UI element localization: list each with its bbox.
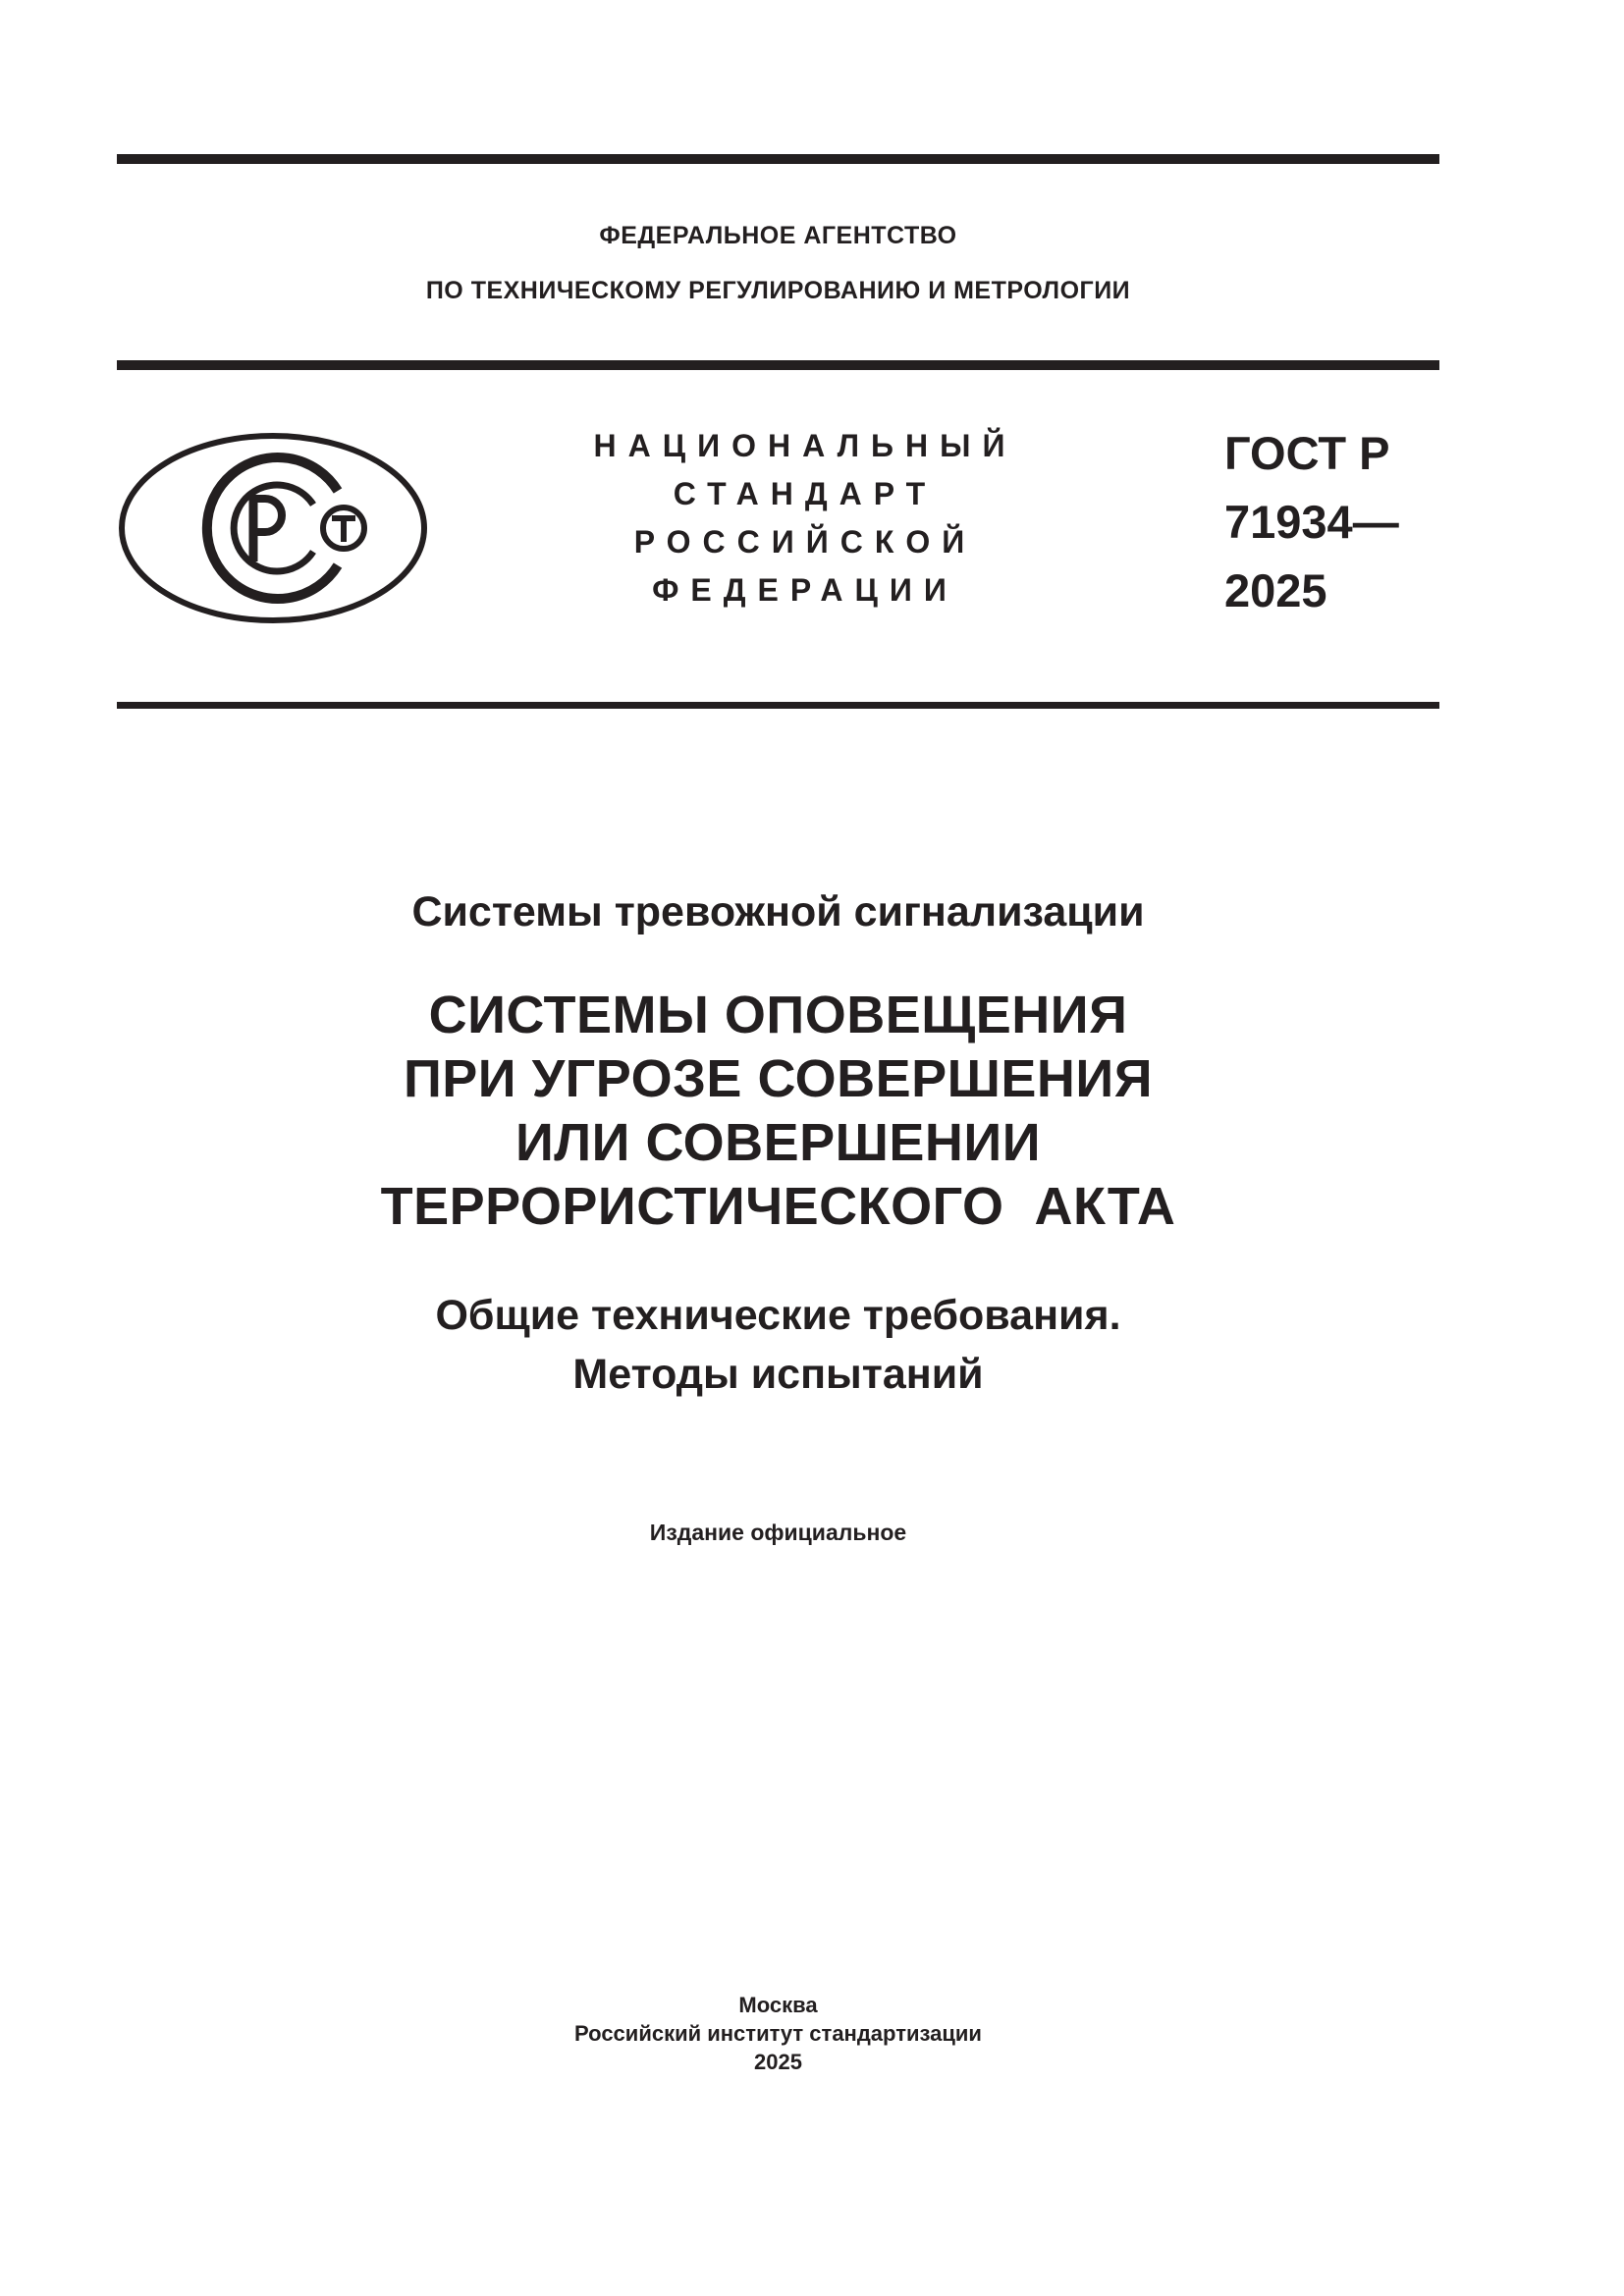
designation-year: 2025 xyxy=(1224,564,1327,616)
national-standard-line-2: СТАНДАРТ xyxy=(673,476,938,511)
rst-certification-mark-icon xyxy=(116,430,430,626)
main-title-line-1: СИСТЕМЫ ОПОВЕЩЕНИЯ xyxy=(428,986,1128,1044)
series-title: Системы тревожной сигнализации xyxy=(411,888,1145,935)
national-standard-line-1: НАЦИОНАЛЬНЫЙ xyxy=(593,428,1017,463)
imprint-year: 2025 xyxy=(754,2050,802,2074)
national-standard-label xyxy=(574,422,1036,614)
middle-rule xyxy=(117,360,1439,370)
imprint xyxy=(117,1991,1439,2076)
main-title-line-3: ИЛИ СОВЕРШЕНИИ xyxy=(514,1113,1042,1172)
subtitle-line-1: Общие технические требования. xyxy=(435,1292,1121,1339)
standard-designation xyxy=(1224,419,1399,625)
agency-name-line-2: ПО ТЕХНИЧЕСКОМУ РЕГУЛИРОВАНИЮ И МЕТРОЛОГИИ xyxy=(425,277,1131,304)
imprint-publisher: Российский институт стандартизации xyxy=(574,2021,982,2046)
subtitle-line-2: Методы испытаний xyxy=(572,1351,984,1398)
edition-label: Издание официальное xyxy=(649,1520,907,1545)
designation-number: 71934— xyxy=(1224,496,1399,548)
subtitle xyxy=(117,1286,1439,1404)
national-standard-line-4: ФЕДЕРАЦИИ xyxy=(652,572,958,608)
designation-prefix: ГОСТ Р xyxy=(1224,427,1390,479)
national-standard-line-3: РОССИЙСКОЙ xyxy=(633,524,977,560)
main-title-line-2: ПРИ УГРОЗЕ СОВЕРШЕНИЯ xyxy=(403,1049,1154,1108)
top-rule xyxy=(117,154,1439,164)
main-title-line-4: ТЕРРОРИСТИЧЕСКОГО АКТА xyxy=(380,1177,1176,1236)
main-title xyxy=(117,984,1439,1239)
imprint-city: Москва xyxy=(738,1993,818,2017)
bottom-rule xyxy=(117,702,1439,709)
agency-name-line-1: ФЕДЕРАЛЬНОЕ АГЕНТСТВО xyxy=(599,222,957,249)
